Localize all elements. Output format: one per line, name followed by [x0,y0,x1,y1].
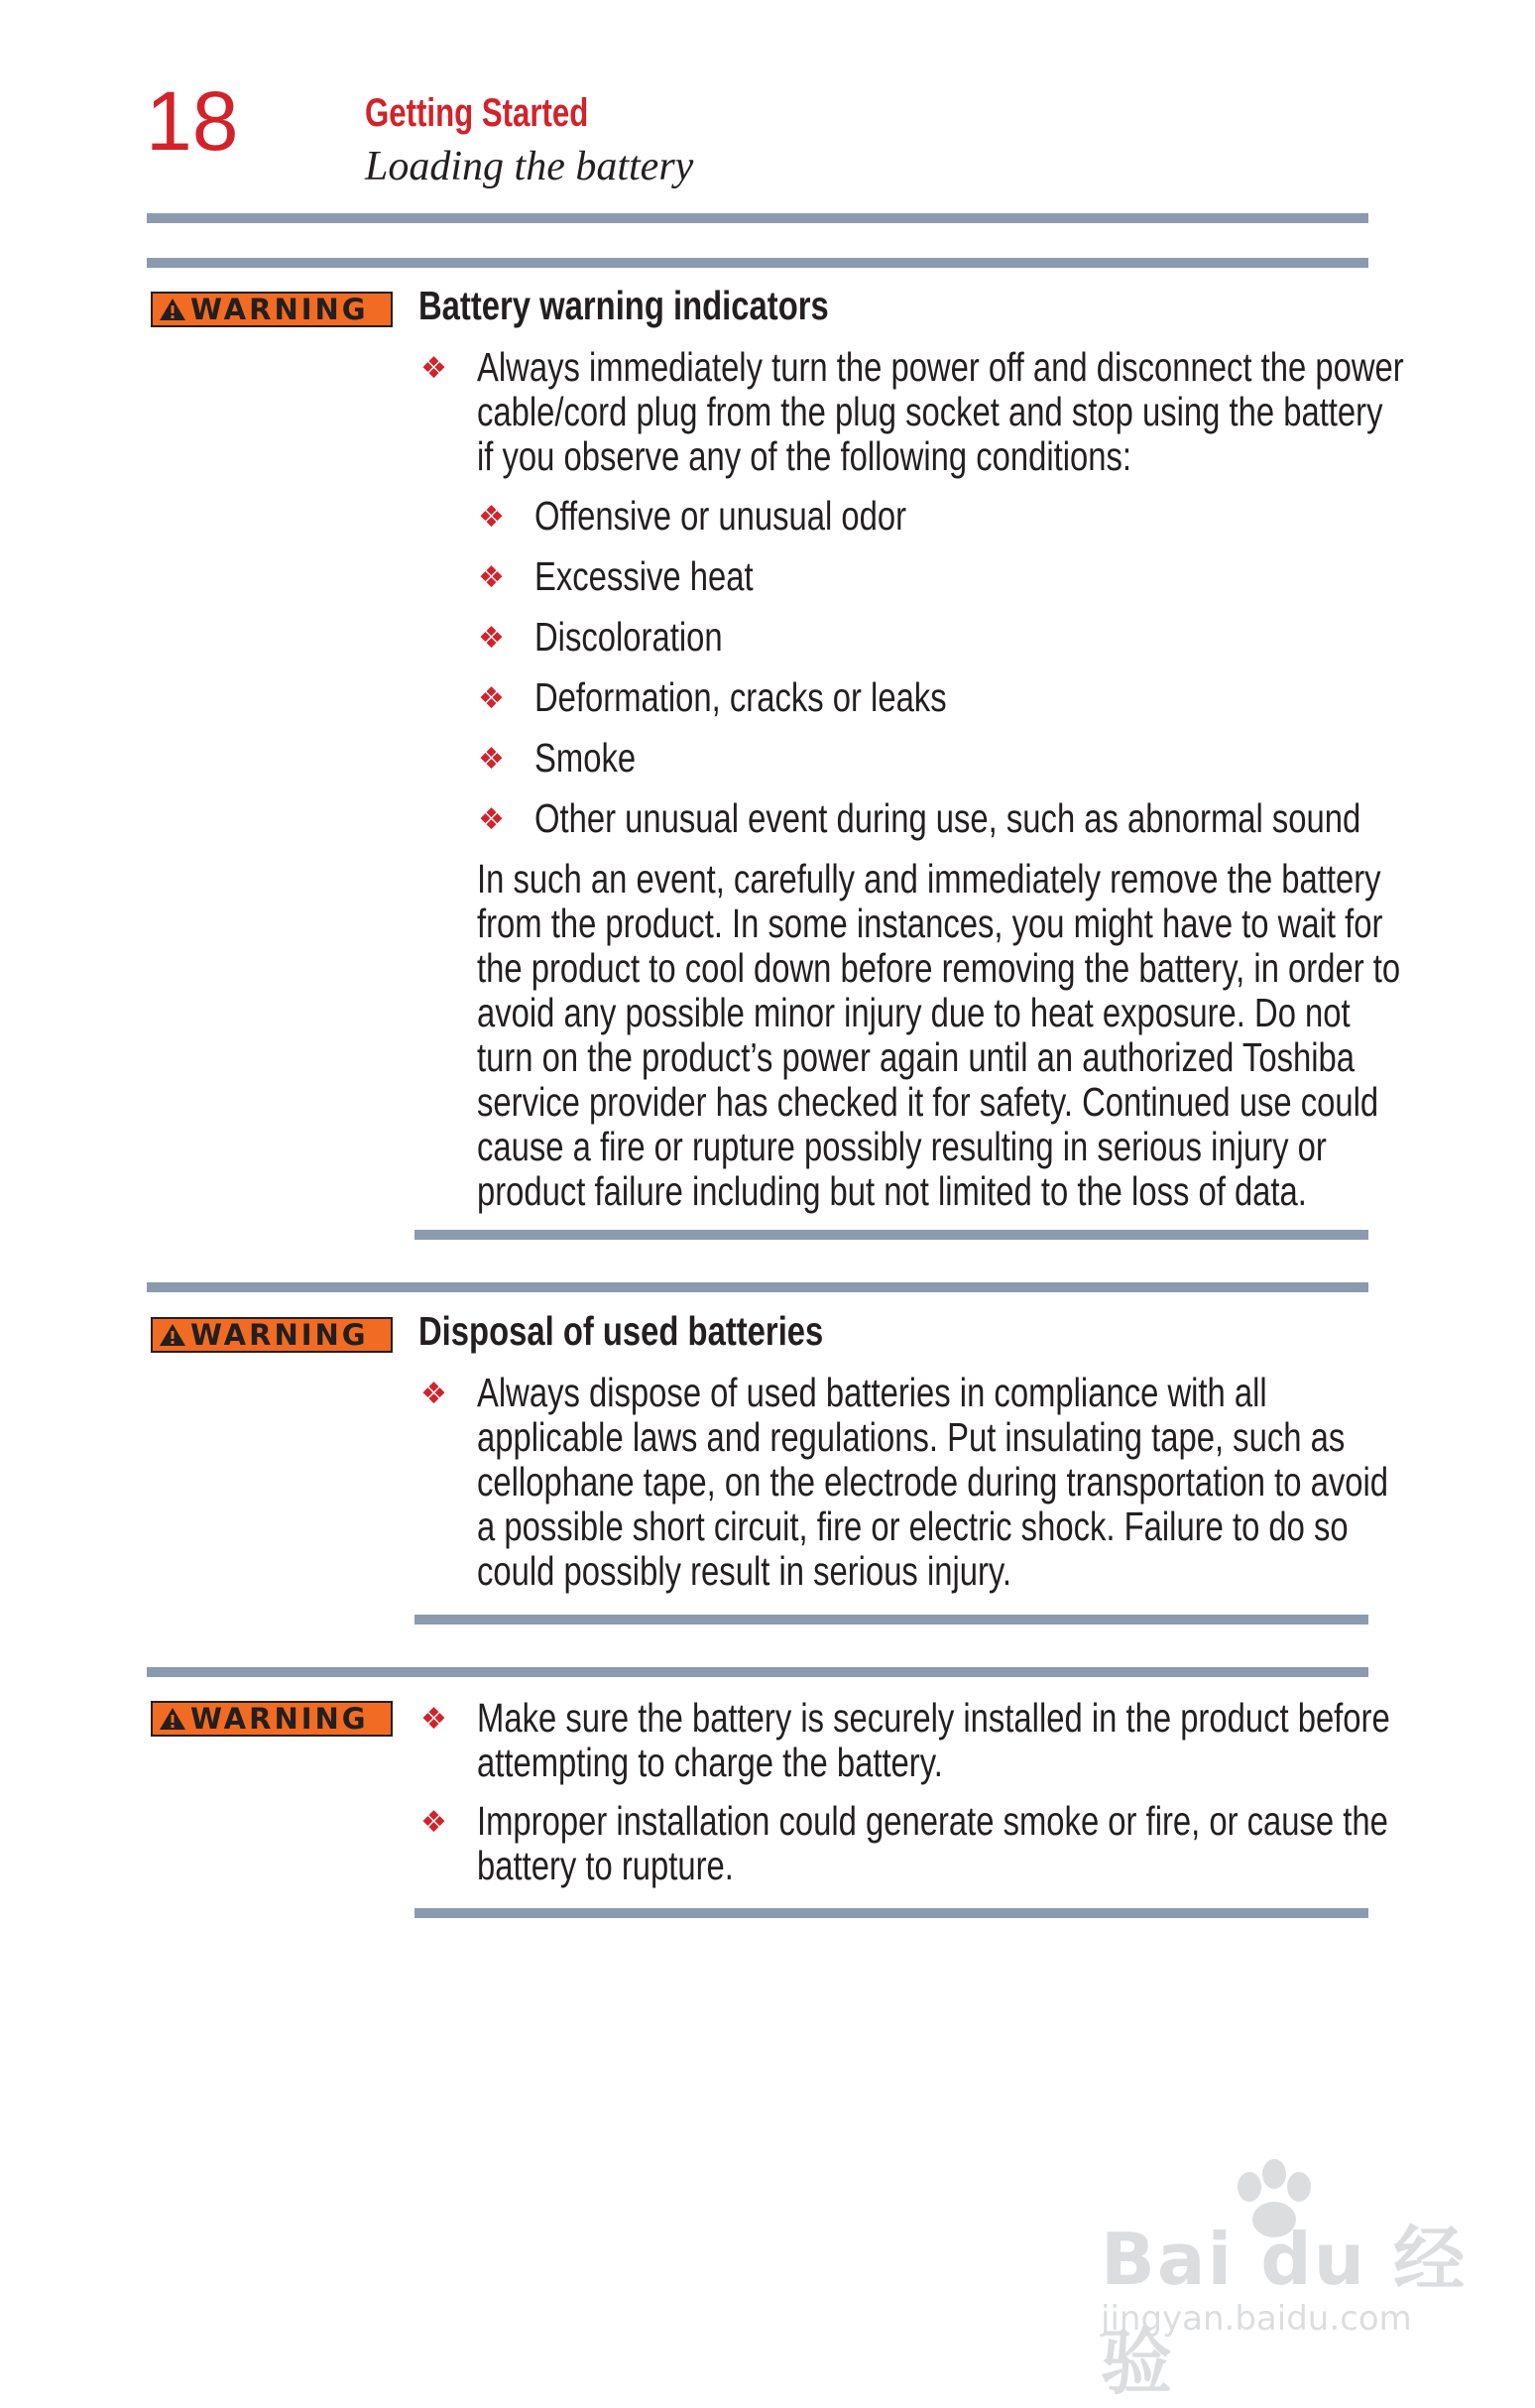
page-number: 18 [146,74,239,168]
warning-1-intro-line: Always immediately turn the power off and disconnect the power [477,344,1404,390]
warning-3-top-rule [147,1667,1368,1677]
warning-badge-label: WARNING [190,292,369,326]
warning-2-top-rule [147,1282,1368,1292]
warning-1-followup-line: product failure including but not limited to the loss of data. [477,1168,1307,1214]
condition-item: Discoloration [534,614,723,660]
watermark-sub: jingyan.baidu.com [1101,2299,1412,2339]
warning-badge-3 [151,1701,393,1737]
bullet-icon: ❖ [478,681,505,716]
bullet-icon: ❖ [478,621,505,656]
baidu-watermark [1101,2182,1477,2404]
warning-triangle-icon [159,298,186,321]
warning-2-body-line: cellophane tape, on the electrode during transportation to avoid [477,1459,1389,1505]
warning-3-item-line: attempting to charge the battery. [477,1740,943,1785]
warning-1-followup-line: from the product. In some instances, you might have to wait for [477,901,1383,946]
warning-3-item-line: battery to rupture. [477,1843,734,1888]
header-rule [147,213,1368,223]
condition-item: Excessive heat [534,553,754,599]
bullet-icon: ❖ [478,802,505,837]
warning-triangle-icon [159,1323,186,1347]
condition-item: Offensive or unusual odor [534,493,907,539]
warning-2-body-line: applicable laws and regulations. Put insulating tape, such as [477,1414,1346,1460]
bullet-icon: ❖ [478,560,505,595]
warning-badge-2 [151,1317,393,1353]
bullet-icon: ❖ [420,351,447,386]
warning-1-followup-line: In such an event, carefully and immediately remove the battery [477,856,1381,902]
warning-2-title: Disposal of used batteries [418,1308,824,1354]
condition-item: Smoke [534,735,637,781]
chapter-title: Getting Started [365,91,589,135]
watermark-main: Bai du 经验 [1101,2218,1468,2404]
warning-1-followup-line: cause a fire or rupture possibly resulting in serious injury or [477,1124,1327,1169]
warning-2-body-line: a possible short circuit, fire or electric shock. Failure to do so [477,1504,1349,1549]
warning-1-followup-line: the product to cool down before removing the battery, in order to [477,945,1401,991]
warning-1-followup-line: service provider has checked it for safety. Continued use could [477,1079,1379,1125]
warning-badge-label: WARNING [190,1317,369,1352]
warning-1-bottom-rule [414,1230,1368,1240]
warning-1-intro-line: cable/cord plug from the plug socket and stop using the battery [477,389,1383,434]
warning-3-item-line: Improper installation could generate smoke or fire, or cause the [477,1798,1388,1844]
warning-3-bottom-rule [414,1908,1368,1918]
warning-1-followup-line: avoid any possible minor injury due to heat exposure. Do not [477,990,1351,1035]
bullet-icon: ❖ [478,500,505,535]
bullet-icon: ❖ [478,742,505,777]
warning-triangle-icon [159,1707,186,1731]
bullet-icon: ❖ [420,1805,447,1840]
warning-3-item-line: Make sure the battery is securely installed in the product before [477,1695,1390,1741]
section-title: Loading the battery [365,144,694,189]
condition-item: Deformation, cracks or leaks [534,674,947,720]
warning-badge-label: WARNING [190,1701,369,1736]
warning-2-body-line: Always dispose of used batteries in compliance with all [477,1370,1267,1415]
warning-1-title: Battery warning indicators [418,283,829,328]
warning-1-intro-line: if you observe any of the following conditions: [477,433,1132,479]
warning-2-bottom-rule [414,1615,1368,1625]
condition-item: Other unusual event during use, such as abnormal sound [534,795,1361,841]
bullet-icon: ❖ [420,1377,447,1411]
warning-2-body-line: could possibly result in serious injury. [477,1548,1012,1594]
warning-1-followup-line: turn on the product’s power again until an authorized Toshiba [477,1034,1355,1080]
warning-badge-1 [151,292,393,327]
bullet-icon: ❖ [420,1702,447,1737]
warning-1-top-rule [147,258,1368,268]
